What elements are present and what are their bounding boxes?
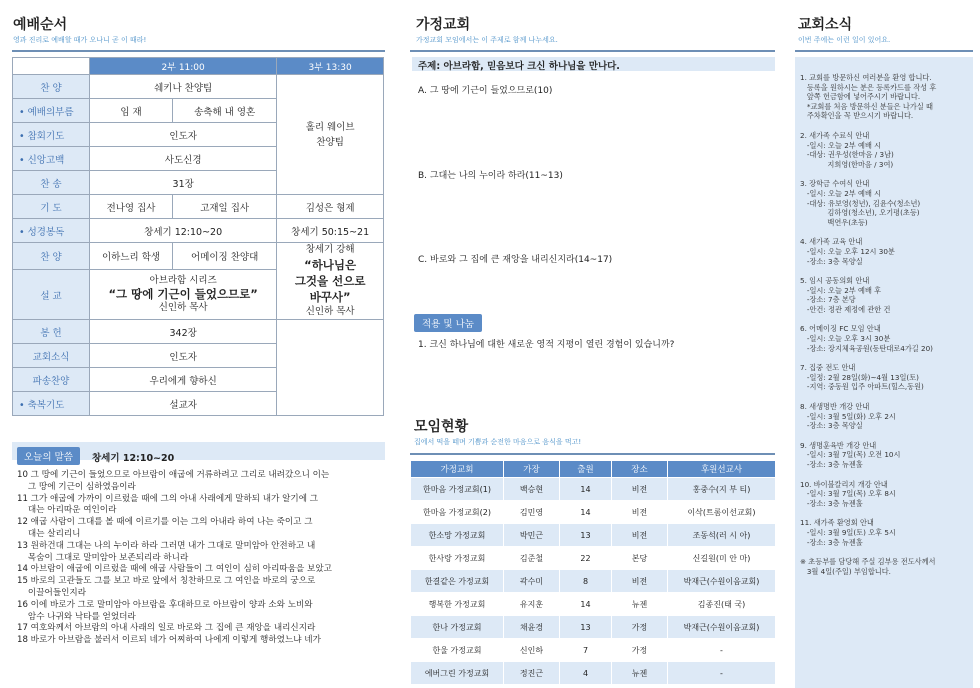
family-title: 가정교회	[416, 17, 471, 33]
groups-column-header: 가정교회	[411, 461, 504, 478]
family-rule	[410, 50, 775, 52]
s3-praise-team	[277, 75, 384, 195]
s3-sermon-title: “하나님은 그것을 선으로 바꾸사”	[294, 258, 366, 304]
table-cell: 박재근(수원이음교회)	[668, 616, 776, 639]
row-label-offering: 봉 헌	[13, 320, 90, 344]
question-b: B. 그대는 나의 누이라 하라(11~13)	[418, 171, 563, 181]
row-label-call: • 예배의부름	[13, 99, 90, 123]
apply-question: 1. 크신 하나님에 대한 새로운 영적 지평이 열린 경험이 있습니까?	[418, 340, 675, 350]
table-cell: 김민영	[504, 501, 560, 524]
table-cell: 비전	[612, 570, 668, 593]
table-cell: 13	[560, 616, 612, 639]
table-cell: 이삭(트롬이선교회)	[668, 501, 776, 524]
apply-tag: 적용 및 나눔	[414, 314, 482, 332]
news-list	[800, 73, 972, 586]
table-cell: 한사랑 가정교회	[411, 547, 504, 570]
verse-line: 12 애굽 사람이 그대를 볼 때에 이르기를 이는 그의 아내라 하여 나는 죽이고 그	[17, 517, 313, 528]
table-row	[411, 662, 776, 685]
news-leader: 인도자	[90, 344, 277, 368]
s3-sermon-preacher: 신인하 목사	[305, 306, 355, 317]
topic-text: 주제: 아브라함, 믿음보다 크신 하나님을 만나다.	[418, 61, 620, 72]
table-cell: 22	[560, 547, 612, 570]
table-cell: -	[668, 639, 776, 662]
row-label-praise2: 찬 양	[13, 243, 90, 270]
worship-subtitle: 영과 진리로 예배할 때가 오나니 곧 이 때라!	[13, 36, 147, 44]
todays-word-tag: 오늘의 말씀	[17, 447, 80, 465]
praise-team: 쉐키나 찬양팀	[90, 75, 277, 99]
row-label-news: 교회소식	[13, 344, 90, 368]
sermon-preacher: 신인하 목사	[158, 302, 208, 314]
service3-header: 3부 13:30	[277, 58, 384, 75]
table-row	[411, 639, 776, 662]
table-cell: 14	[560, 478, 612, 501]
table-cell: 한울 가정교회	[411, 639, 504, 662]
table-cell: 조동석(러 시 아)	[668, 524, 776, 547]
table-cell: 가정	[612, 616, 668, 639]
table-cell: 한나 가정교회	[411, 616, 504, 639]
table-row	[411, 501, 776, 524]
offering-hymn: 342장	[90, 320, 277, 344]
table-cell: 김종진(태 국)	[668, 593, 776, 616]
s3-empty	[277, 320, 384, 416]
verse-line: 11 그가 애굽에 가까이 이르렀을 때에 그의 아내 사래에게 말하되 내가 알기에 그	[17, 493, 319, 504]
sermon-s2	[90, 270, 277, 320]
row-label-blessing: • 축복기도	[13, 392, 90, 416]
praise2-b: 어메이징 찬양대	[173, 243, 277, 270]
groups-title: 모임현황	[414, 419, 469, 435]
table-row	[411, 593, 776, 616]
table-cell: 가정	[612, 639, 668, 662]
groups-column-header: 장소	[612, 461, 668, 478]
table-cell: 신인하	[504, 639, 560, 662]
table-cell: 한마음 가정교회(1)	[411, 478, 504, 501]
groups-rule	[410, 453, 775, 455]
call-song: 송축해 내 영혼	[173, 99, 277, 123]
table-cell: 한결같은 가정교회	[411, 570, 504, 593]
verse-line: 목숨이 그대로 말미암아 보존되리라 하니라	[17, 552, 189, 563]
corner-cell	[13, 58, 90, 75]
news-item: 11. 새가족 환영회 안내 -일시: 3월 9일(토) 오후 5시 -장소: 3층 뉴젠홀	[800, 518, 896, 547]
news-subtitle: 이번 주에는 이런 일이 있어요.	[798, 36, 891, 44]
table-cell: 에버그린 가정교회	[411, 662, 504, 685]
table-cell: -	[668, 662, 776, 685]
table-cell: 뉴젠	[612, 593, 668, 616]
news-item: 5. 임시 공동의회 안내 -일시: 오늘 2부 예배 후 -장소: 7층 본당 -안건: 정관 제정에 관한 건	[800, 276, 891, 314]
table-cell: 본당	[612, 547, 668, 570]
table-cell: 비전	[612, 501, 668, 524]
table-cell: 13	[560, 524, 612, 547]
table-cell: 7	[560, 639, 612, 662]
table-row	[411, 570, 776, 593]
sermon-title: “그 땅에 기근이 들었으므로”	[108, 287, 258, 302]
question-c: C. 바로와 그 집에 큰 재앙을 내리신지라(14~17)	[418, 255, 613, 265]
hymn-number: 31장	[90, 171, 277, 195]
table-cell: 뉴젠	[612, 662, 668, 685]
blessing-leader: 설교자	[90, 392, 277, 416]
verse-line: 대는 살리리니	[17, 528, 81, 539]
verse-line: 15 바로의 고관들도 그를 보고 바로 앞에서 칭찬하므로 그 여인을 바로의 궁으로	[17, 576, 316, 587]
news-item: 6. 어메이징 FC 모임 안내 -일시: 오늘 오후 3시 30분 -장소: 장지체육공원(동탄대로4가길 20)	[800, 324, 933, 353]
table-cell: 한소망 가정교회	[411, 524, 504, 547]
table-cell: 정진근	[504, 662, 560, 685]
news-item: 1. 교회를 방문하신 여러분을 환영 합니다. 등록을 원하시는 분은 등록카드를 작성 후 앞쪽 헌금함에 넣어주시기 바랍니다. *교회를 처음 방문하신 분들은 나가실 때 주차확인을 꼭 받으시기 바랍니다.	[800, 73, 937, 121]
table-cell: 박민근	[504, 524, 560, 547]
groups-column-header: 가장	[504, 461, 560, 478]
table-row	[411, 616, 776, 639]
pray-leader-s3: 김성은 형제	[277, 195, 384, 219]
pray-leader-b: 고재일 집사	[173, 195, 277, 219]
verse-line: 14 아브람이 애굽에 이르렀을 때에 애굽 사람들이 그 여인이 심히 아리따움을 보았고	[17, 564, 332, 575]
table-cell: 4	[560, 662, 612, 685]
table-row	[411, 524, 776, 547]
table-cell: 14	[560, 501, 612, 524]
news-item: 7. 집중 전도 안내 -일정: 2월 28일(화)~4월 13일(토) -지역: 중동원 입주 아파트(힐스,동원)	[800, 363, 924, 392]
verse-line: 그 땅에 기근이 심하였음이라	[17, 481, 136, 492]
table-cell: 8	[560, 570, 612, 593]
table-cell: 14	[560, 593, 612, 616]
news-item: 2. 새가족 수료식 안내 -일시: 오늘 2부 예배 시 -대상: 권우성(한마음 / 3남) 지희영(한마음 / 3여)	[800, 130, 894, 169]
verse-line: 17 여호와께서 아브람의 아내 사래의 일로 바로와 그 집에 큰 재앙을 내리신지라	[17, 623, 316, 634]
news-item: ※ 초등부를 담당해 주실 김부용 전도사께서 3월 4일(주일) 부임합니다.	[800, 557, 936, 576]
verse-line: 10 그 땅에 기근이 들었으므로 아브람이 애굽에 거류하려고 그리로 내려갔으니 이는	[17, 470, 330, 480]
table-cell: 홍중수(지 부 티)	[668, 478, 776, 501]
row-label-confession: • 참회기도	[13, 123, 90, 147]
worship-rule	[12, 50, 385, 52]
row-label-sending: 파송찬양	[13, 368, 90, 392]
question-a: A. 그 땅에 기근이 들었으므로(10)	[418, 86, 553, 96]
table-cell: 유지훈	[504, 593, 560, 616]
table-cell: 박재근(수원이음교회)	[668, 570, 776, 593]
s3-sermon	[277, 243, 384, 320]
verse-list	[17, 470, 383, 647]
news-item: 4. 새가족 교육 안내 -일시: 오늘 오후 12시 30분 -장소: 3층 목양실	[800, 237, 895, 266]
table-cell: 곽수미	[504, 570, 560, 593]
groups-subtitle: 집에서 떡을 떼며 기쁨과 순전한 마음으로 음식을 먹고!	[414, 438, 582, 446]
sending-song: 우리에게 향하신	[90, 368, 277, 392]
reading-s2: 창세기 12:10~20	[90, 219, 277, 243]
sermon-series: 아브라함 시리즈	[149, 275, 217, 287]
worship-order-table	[12, 57, 384, 416]
row-label-pray: 기 도	[13, 195, 90, 219]
table-cell: 한마음 가정교회(2)	[411, 501, 504, 524]
confession-leader: 인도자	[90, 123, 277, 147]
verse-line: 18 바로가 아브람을 불러서 이르되 네가 어찌하여 나에게 이렇게 행하였느냐 네가	[17, 635, 321, 646]
table-row	[411, 547, 776, 570]
table-cell: 백승현	[504, 478, 560, 501]
row-label-reading: • 성경봉독	[13, 219, 90, 243]
table-cell: 비전	[612, 524, 668, 547]
verse-line: 이끌어들인지라	[17, 587, 87, 598]
news-rule	[795, 50, 973, 52]
groups-column-header: 출원	[560, 461, 612, 478]
groups-table	[410, 460, 776, 685]
worship-title: 예배순서	[13, 17, 68, 33]
table-cell: 신길원(미 안 마)	[668, 547, 776, 570]
groups-header-row	[411, 461, 776, 478]
news-title: 교회소식	[798, 17, 853, 33]
verse-line: 13 원하건대 그대는 나의 누이라 하라 그러면 내가 그대로 말미암아 안전하고 내	[17, 540, 316, 551]
table-cell: 행복한 가정교회	[411, 593, 504, 616]
verse-line: 대는 아리따운 여인이라	[17, 505, 117, 516]
news-item: 8. 새생명반 개강 안내 -일시: 3월 5일(화) 오후 2시 -장소: 3층 목양실	[800, 402, 896, 431]
service2-header: 2부 11:00	[90, 58, 277, 75]
pray-leader-a: 전나영 집사	[90, 195, 173, 219]
verse-line: 암수 나귀와 낙타를 얻었더라	[17, 611, 136, 622]
table-cell: 채윤경	[504, 616, 560, 639]
family-subtitle: 가정교회 모임에서는 이 주제로 함께 나누세요.	[416, 36, 558, 44]
s3-sermon-series: 창세기 강해	[305, 244, 355, 255]
s3-praise-text: 홀리 웨이브 찬양팀	[305, 121, 355, 148]
reading-s3: 창세기 50:15~21	[277, 219, 384, 243]
groups-body	[411, 478, 776, 685]
groups-column-header: 후원선교사	[668, 461, 776, 478]
row-label-creed: • 신앙고백	[13, 147, 90, 171]
creed-value: 사도신경	[90, 147, 277, 171]
praise2-a: 이하느리 학생	[90, 243, 173, 270]
table-cell: 김준철	[504, 547, 560, 570]
table-cell: 비전	[612, 478, 668, 501]
call-leader: 임 재	[90, 99, 173, 123]
news-item: 3. 장학금 수여식 안내 -일시: 오늘 2부 예배 시 -대상: 유보영(청년), 김윤수(청소년) 김하영(청소년), 오기평(초등) 백연우(초등)	[800, 179, 921, 227]
verse-line: 16 이에 바로가 그로 말미암아 아브람을 후대하므로 아브람이 양과 소와 노비와	[17, 599, 313, 610]
row-label-hymn: 찬 송	[13, 171, 90, 195]
row-label-sermon: 설 교	[13, 270, 90, 320]
todays-word-reference: 창세기 12:10~20	[92, 453, 175, 464]
row-label-praise: 찬 양	[13, 75, 90, 99]
news-item: 9. 생명훈육반 개강 안내 -일시: 3월 7일(목) 오전 10시 -장소: 3층 뉴젠홀	[800, 440, 901, 469]
table-row	[411, 478, 776, 501]
news-item: 10. 바이블칼리지 개강 안내 -일시: 3월 7일(목) 오후 8시 -장소: 3층 뉴젠홀	[800, 479, 896, 508]
